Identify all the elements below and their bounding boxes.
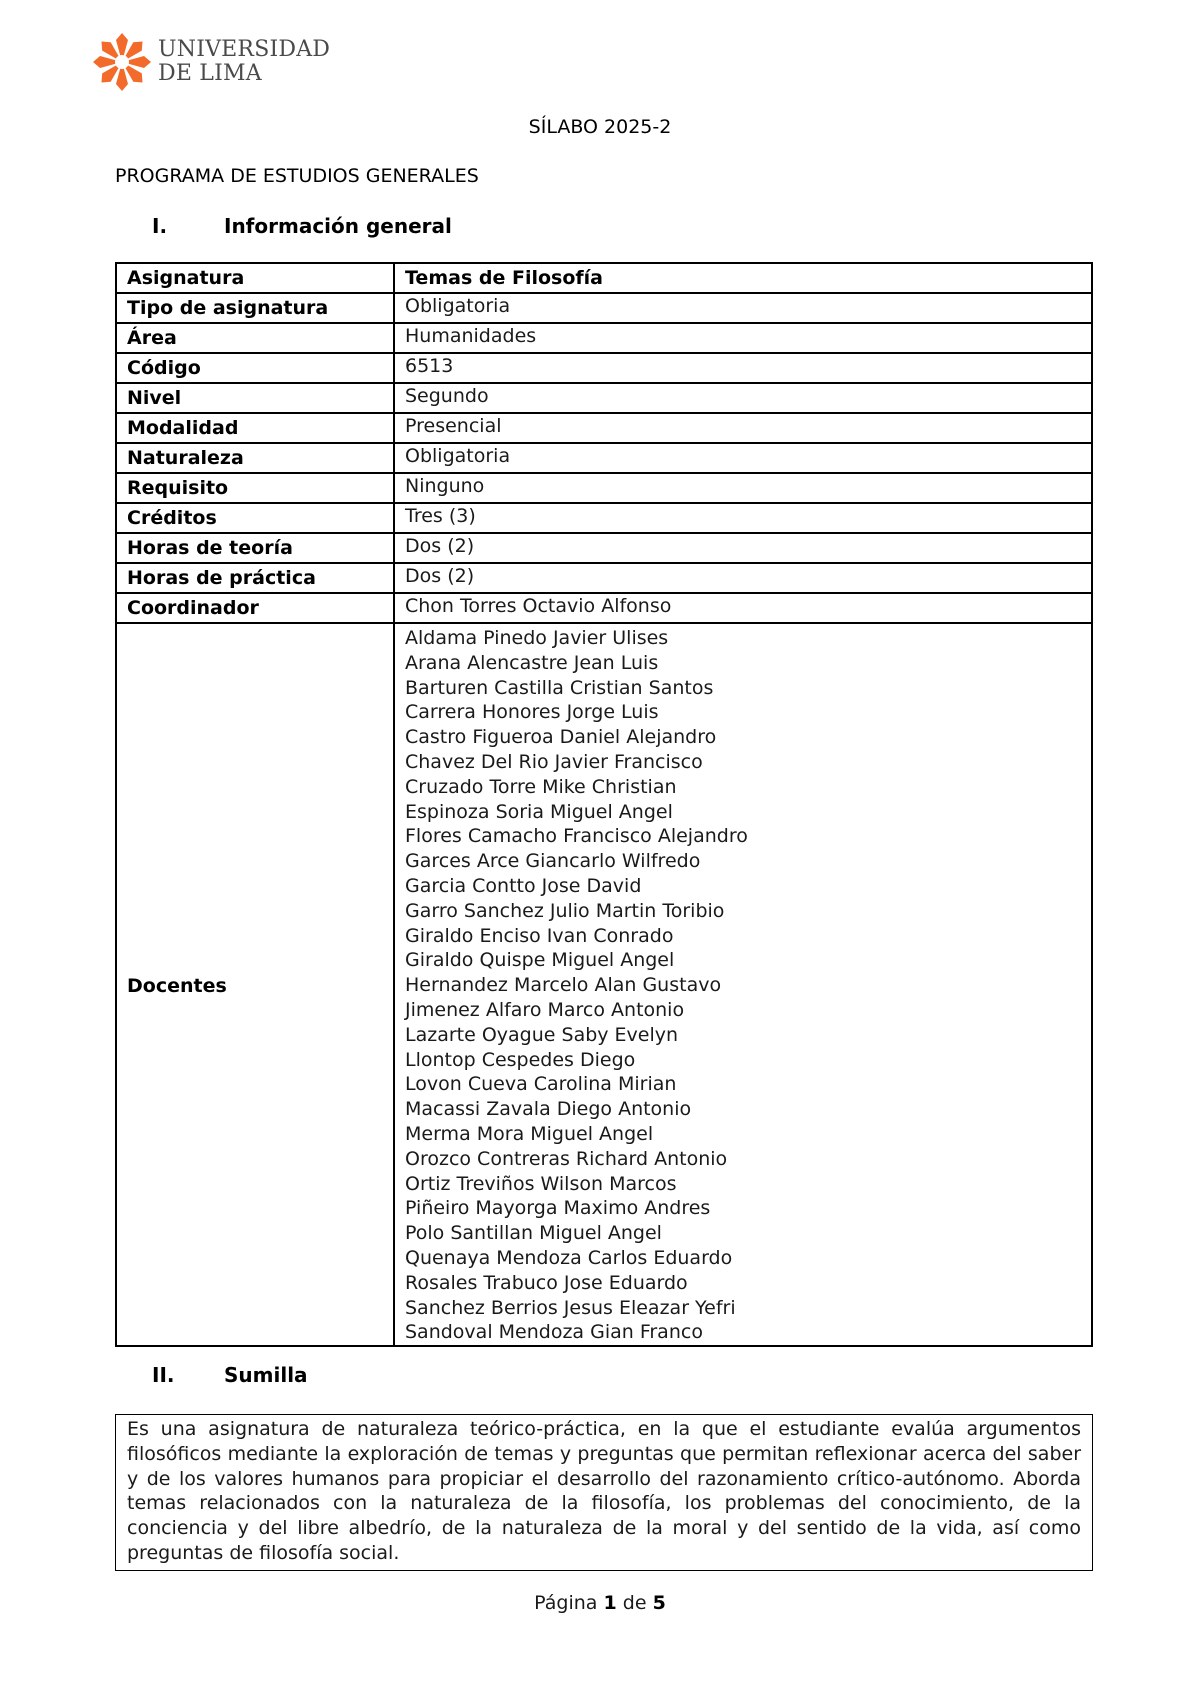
info-label: Créditos	[116, 503, 394, 533]
info-label: Modalidad	[116, 413, 394, 443]
info-value: Dos (2)	[394, 563, 1092, 593]
info-label: Tipo de asignatura	[116, 293, 394, 323]
teacher-name: Giraldo Enciso Ivan Conrado	[405, 924, 674, 947]
teacher-name: Orozco Contreras Richard Antonio	[405, 1147, 728, 1170]
page-number	[0, 1592, 1200, 1614]
logo-text	[158, 38, 330, 86]
info-value: Segundo	[394, 383, 1092, 413]
section-heading-general-info	[152, 214, 452, 238]
section-number: I.	[152, 214, 168, 238]
teacher-name: Flores Camacho Francisco Alejandro	[405, 825, 748, 848]
star-burst-icon	[92, 32, 152, 92]
page-separator: de	[622, 1592, 647, 1614]
info-label: Naturaleza	[116, 443, 394, 473]
teacher-name: Garcia Contto Jose David	[405, 874, 642, 897]
teacher-name: Giraldo Quispe Miguel Angel	[405, 949, 675, 972]
teacher-name: Polo Santillan Miguel Angel	[405, 1222, 662, 1245]
sumilla-box: Es una asignatura de naturaleza teórico-práctica, en la que el estudiante evalúa argumentos filosóficos mediante la exploración de temas y preguntas que permitan reflexionar acerca del saber y de los valores humanos para propiciar el desarrollo del razonamiento crítico-autónomo. Aborda temas relacionados con la naturaleza de la filosofía, los problemas del conocimiento, de la conciencia y del libre albedrío, de la naturaleza de la moral y del sentido de la vida, así como preguntas de filosofía social.	[115, 1414, 1093, 1571]
info-row	[116, 563, 1092, 593]
info-label: Horas de práctica	[116, 563, 394, 593]
info-row	[116, 593, 1092, 623]
teacher-name: Llontop Cespedes Diego	[405, 1048, 636, 1071]
teacher-name: Jimenez Alfaro Marco Antonio	[405, 998, 685, 1021]
general-info-table	[115, 262, 1093, 1347]
docentes-label: Docentes	[116, 623, 394, 1346]
info-label: Nivel	[116, 383, 394, 413]
info-row	[116, 473, 1092, 503]
docentes-list	[394, 623, 1092, 1346]
teacher-name: Chavez Del Rio Javier Francisco	[405, 750, 703, 773]
info-value: Ninguno	[394, 473, 1092, 503]
info-label: Horas de teoría	[116, 533, 394, 563]
info-row	[116, 263, 1092, 293]
docentes-row	[116, 623, 1092, 1346]
info-row	[116, 503, 1092, 533]
info-value: Chon Torres Octavio Alfonso	[394, 593, 1092, 623]
info-value: 6513	[394, 353, 1092, 383]
teacher-name: Castro Figueroa Daniel Alejandro	[405, 726, 717, 749]
teacher-name: Quenaya Mendoza Carlos Eduardo	[405, 1246, 733, 1269]
info-value: Humanidades	[394, 323, 1092, 353]
document-title: SÍLABO 2025-2	[528, 116, 672, 138]
teacher-name: Garro Sanchez Julio Martin Toribio	[405, 899, 725, 922]
info-value: Temas de Filosofía	[394, 263, 1092, 293]
info-row	[116, 443, 1092, 473]
info-row	[116, 323, 1092, 353]
teacher-name: Cruzado Torre Mike Christian	[405, 775, 677, 798]
info-row	[116, 293, 1092, 323]
info-row	[116, 533, 1092, 563]
info-label: Área	[116, 323, 394, 353]
teacher-name: Merma Mora Miguel Angel	[405, 1122, 654, 1145]
teacher-name: Lazarte Oyague Saby Evelyn	[405, 1023, 679, 1046]
info-value: Obligatoria	[394, 443, 1092, 473]
info-value: Dos (2)	[394, 533, 1092, 563]
info-value: Presencial	[394, 413, 1092, 443]
university-logo	[92, 32, 330, 92]
info-row	[116, 413, 1092, 443]
program-title: PROGRAMA DE ESTUDIOS GENERALES	[115, 165, 479, 187]
info-row	[116, 383, 1092, 413]
teacher-name: Barturen Castilla Cristian Santos	[405, 676, 714, 699]
section-title: Sumilla	[224, 1363, 308, 1387]
page-current: 1	[603, 1592, 617, 1614]
info-value: Obligatoria	[394, 293, 1092, 323]
page-prefix: Página	[534, 1592, 598, 1614]
info-row	[116, 353, 1092, 383]
teacher-name: Arana Alencastre Jean Luis	[405, 651, 659, 674]
page-total: 5	[652, 1592, 666, 1614]
teacher-name: Aldama Pinedo Javier Ulises	[405, 627, 669, 649]
teacher-name: Carrera Honores Jorge Luis	[405, 701, 659, 724]
teacher-name: Espinoza Soria Miguel Angel	[405, 800, 673, 823]
teacher-name: Macassi Zavala Diego Antonio	[405, 1098, 692, 1121]
teacher-name: Garces Arce Giancarlo Wilfredo	[405, 850, 701, 873]
info-label: Requisito	[116, 473, 394, 503]
teacher-name: Piñeiro Mayorga Maximo Andres	[405, 1197, 711, 1220]
teacher-name: Rosales Trabuco Jose Eduardo	[405, 1271, 688, 1294]
teacher-name: Ortiz Treviños Wilson Marcos	[405, 1172, 677, 1195]
info-value: Tres (3)	[394, 503, 1092, 533]
info-label: Asignatura	[116, 263, 394, 293]
section-title: Información general	[224, 214, 452, 238]
section-heading-sumilla	[152, 1363, 308, 1387]
info-label: Código	[116, 353, 394, 383]
logo-line-2: DE LIMA	[158, 61, 262, 86]
teacher-name: Lovon Cueva Carolina Mirian	[405, 1073, 677, 1096]
teacher-name: Sandoval Mendoza Gian Franco	[405, 1321, 703, 1344]
teacher-name: Sanchez Berrios Jesus Eleazar Yefri	[405, 1296, 736, 1319]
section-number: II.	[152, 1363, 175, 1387]
info-label: Coordinador	[116, 593, 394, 623]
teacher-name: Hernandez Marcelo Alan Gustavo	[405, 974, 722, 997]
logo-line-1: UNIVERSIDAD	[158, 37, 331, 62]
